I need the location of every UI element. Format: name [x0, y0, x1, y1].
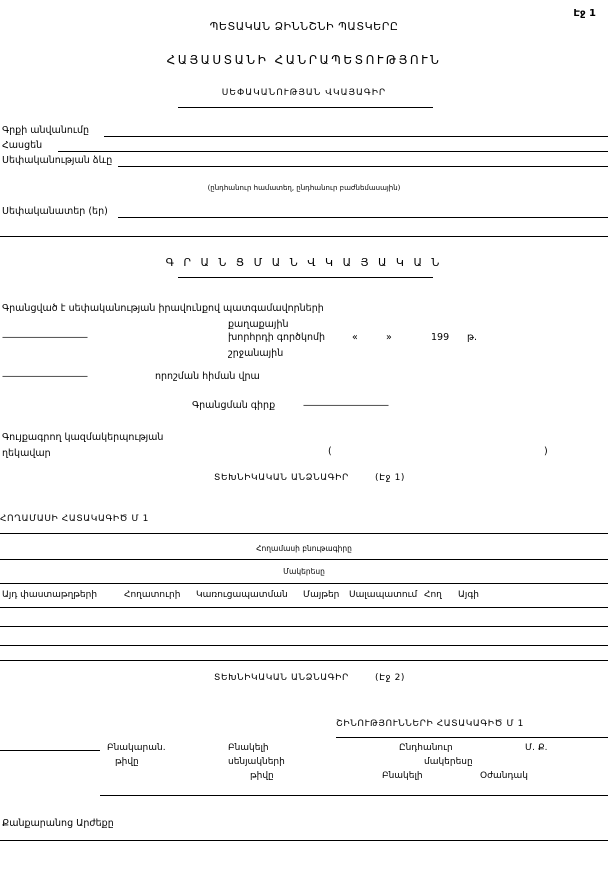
land-col-5: Հող: [424, 590, 442, 600]
registration-city-word: քաղաքային: [228, 319, 289, 330]
land-col-2: Կառուցապատման: [196, 590, 288, 600]
land-characteristics-label: Հողամասի բնութագիրը: [256, 544, 352, 553]
registration-title: Գ Ր Ա Ն Ց Մ Ա Ն Վ Կ Ա Յ Ա Կ Ա Ն: [165, 256, 443, 269]
land-row-line-0: [0, 607, 608, 608]
land-plot-rule-top: [0, 533, 608, 534]
land-row-line-3: [0, 660, 608, 661]
registration-decision-text: որոշման հիման վրա: [155, 371, 260, 382]
buildings-col-1: Բնակելի: [228, 743, 269, 753]
field-line-2: [118, 166, 608, 167]
buildings-col-9: Օժանդակ: [480, 771, 528, 781]
registration-title-underline: [178, 277, 433, 278]
header-underline: [178, 107, 433, 108]
field-line-1: [58, 151, 608, 152]
field-label-2: Սեփականության ձևը: [2, 155, 113, 166]
buildings-col-7: թիվը: [250, 771, 274, 781]
land-col-4: Սալապատում: [349, 590, 418, 600]
owners-line-2: [0, 236, 608, 237]
land-col-0: Այդ փաստաթղթերի: [2, 590, 98, 600]
land-row-line-1: [0, 626, 608, 627]
land-row-line-2: [0, 645, 608, 646]
land-plot-rule-mid-2: [0, 583, 608, 584]
total-value-line: [0, 840, 608, 841]
buildings-rule-bottom: [100, 795, 608, 796]
registration-para-line-1: Գրանցված է սեփականության իրավունքով պատգամավորների: [2, 303, 324, 314]
land-plot-section-title: ՀՈՂԱՄԱՍԻ ՀԱՏԱԿԱԳԻԾ Մ 1: [0, 514, 149, 524]
buildings-col-4: թիվը: [115, 757, 139, 767]
page-number: Էջ 1: [573, 8, 596, 19]
registry-book-label: Գրանցման գիրք: [192, 400, 276, 411]
buildings-col-3: Մ. Ք.: [525, 743, 548, 753]
buildings-col-0: Բնակարան.: [107, 743, 166, 753]
header-line-1: ՊԵՏԱԿԱՆ ՁԻՆՆՇՆԻ ՊԱՏԿԵՐԸ: [209, 20, 399, 33]
header-line-2: ՀԱՅԱՍՏԱՆԻ ՀԱՆՐԱՊԵՏՈՒԹՅՈՒՆ: [166, 53, 442, 67]
land-col-3: Մայթեր: [303, 590, 340, 600]
owners-label: Սեփականատեր (եր): [2, 206, 108, 217]
registration-dash-2: ——————————: [2, 371, 87, 382]
buildings-col-8: Բնակելի: [382, 771, 423, 781]
tech-passport-1-page-ref: (Էջ 1): [375, 473, 406, 483]
registration-dash-1: ——————————: [2, 332, 87, 343]
signature-paren-open: (: [328, 446, 332, 457]
header-line-3: ՍԵՓԱԿԱՆՈՒԹՅԱՆ ՎԿԱՅԱԳԻՐ: [221, 88, 387, 98]
tech-passport-1-title: ՏԵԽՆԻԿԱԿԱՆ ԱՆՁՆԱԳԻՐ: [214, 473, 349, 483]
ownership-form-note: (ընդհանուր համատեղ, ընդհանուր բաժնեմասային): [207, 184, 401, 192]
tech-passport-2-title: ՏԵԽՆԻԿԱԿԱՆ ԱՆՁՆԱԳԻՐ: [214, 673, 349, 683]
field-label-1: Հասցեն: [2, 140, 43, 151]
registration-district-word: շրջանային: [228, 348, 284, 359]
owners-line-1: [118, 217, 608, 218]
land-col-6: Այգի: [458, 590, 479, 600]
land-area-label: Մակերեսը: [283, 567, 325, 576]
buildings-col-6: մակերեսը: [424, 757, 473, 767]
buildings-section-title: ՇԻՆՈՒԹՅՈՒՆՆԵՐԻ ՀԱՏԱԿԱԳԻԾ Մ 1: [336, 719, 524, 729]
signature-paren-close: ): [544, 446, 548, 457]
issuer-org-line-1: Գույքագրող կազմակերպության: [2, 432, 164, 443]
total-value-label: Քանքարանոց Արժեքը: [2, 818, 114, 829]
year-value: 199: [431, 332, 450, 343]
buildings-left-rule: [0, 750, 100, 751]
tech-passport-2-page-ref: (Էջ 2): [375, 673, 406, 683]
buildings-rule-top: [336, 737, 608, 738]
year-suffix: թ.: [467, 332, 478, 343]
field-label-0: Գրքի անվանումը: [2, 125, 90, 136]
buildings-col-5: սենյակների: [228, 757, 285, 767]
land-col-1: Հողատուրի: [124, 590, 181, 600]
quote-open: «: [352, 332, 358, 343]
land-plot-rule-mid-1: [0, 559, 608, 560]
registration-council-text: խորհրդի գործկոմի: [228, 332, 326, 343]
buildings-col-2: Ընդհանուր: [399, 743, 453, 753]
issuer-org-line-2: ղեկավար: [2, 448, 51, 459]
quote-close: »: [386, 332, 392, 343]
field-line-0: [104, 136, 608, 137]
registry-book-dash: ——————————: [303, 400, 388, 411]
